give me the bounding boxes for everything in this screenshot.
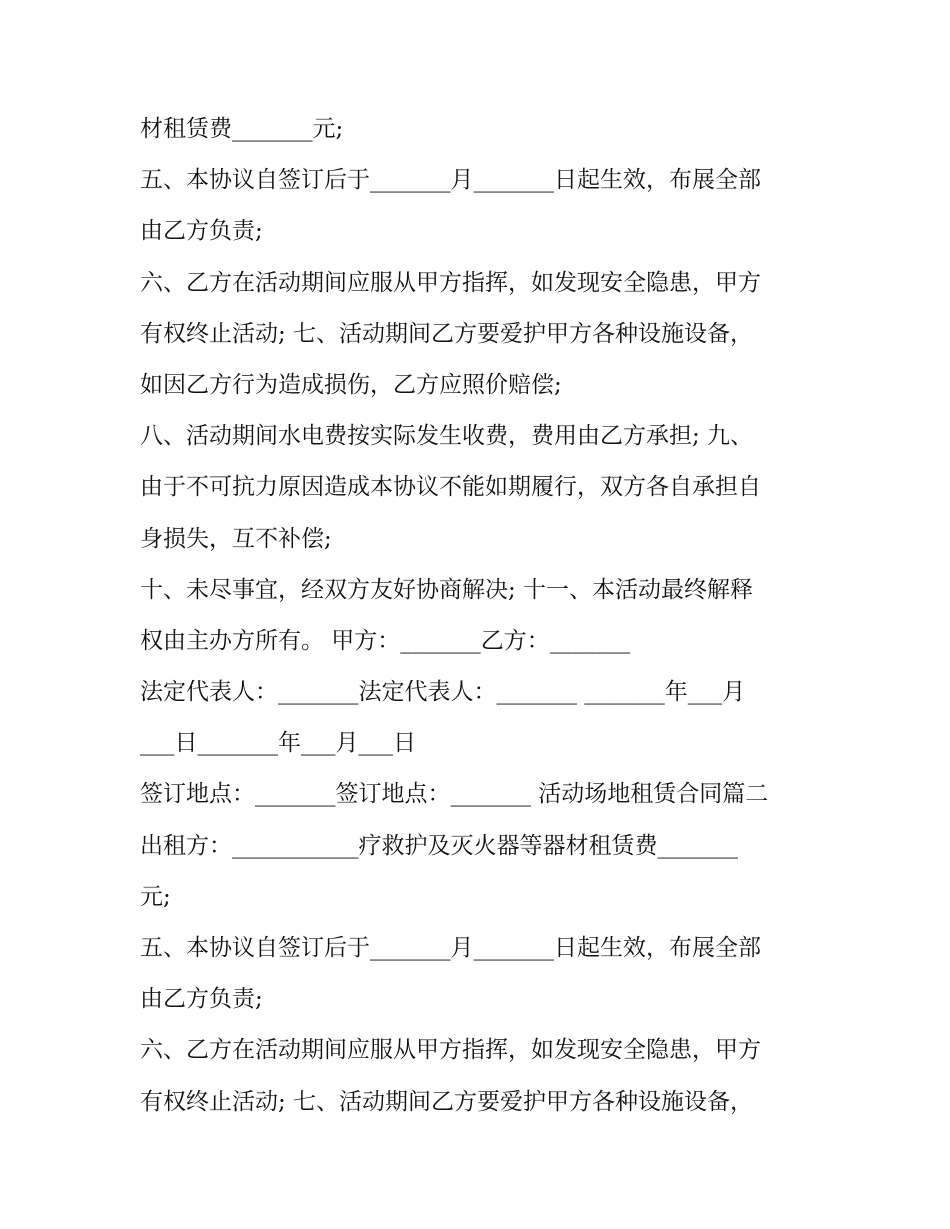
- text-line: 材租赁费_______元;: [140, 116, 344, 142]
- text-line: 元;: [140, 883, 171, 910]
- text-line: 有权终止活动; 七、活动期间乙方要爱护甲方各种设施设备，: [140, 320, 754, 347]
- text-line: 权由主办方所有。 甲方：_______乙方：_______: [140, 627, 631, 654]
- text-line: ___日_______年___月___日: [140, 730, 416, 757]
- text-line: 法定代表人：_______法定代表人：_______ _______年___月: [140, 679, 746, 706]
- text-line: 六、乙方在活动期间应服从甲方指挥，如发现安全隐患，甲方: [140, 1037, 761, 1064]
- text-line: 由于不可抗力原因造成本协议不能如期履行，双方各自承担自: [140, 474, 761, 501]
- text-line: 签订地点：_______签订地点：_______ 活动场地租赁合同篇二: [140, 781, 769, 808]
- text-line: 十、未尽事宜，经双方友好协商解决; 十一、本活动最终解释: [140, 576, 754, 603]
- text-line: 六、乙方在活动期间应服从甲方指挥，如发现安全隐患，甲方: [140, 269, 761, 296]
- text-line: 由乙方负责;: [140, 986, 263, 1013]
- text-line: 如因乙方行为造成损伤，乙方应照价赔偿;: [140, 371, 562, 398]
- text-line: 由乙方负责;: [140, 218, 263, 245]
- text-line: 五、本协议自签订后于_______月_______日起生效，布展全部: [140, 167, 761, 194]
- text-line: 八、活动期间水电费按实际发生收费，费用由乙方承担; 九、: [140, 423, 754, 450]
- document-body: [140, 104, 820, 1128]
- text-line: 身损失，互不补偿;: [140, 525, 332, 552]
- text-line: 出租方：___________疗救护及灭火器等器材租赁费_______: [140, 832, 738, 859]
- text-line: 五、本协议自签订后于_______月_______日起生效，布展全部: [140, 935, 761, 961]
- text-line: 有权终止活动; 七、活动期间乙方要爱护甲方各种设施设备，: [140, 1088, 754, 1115]
